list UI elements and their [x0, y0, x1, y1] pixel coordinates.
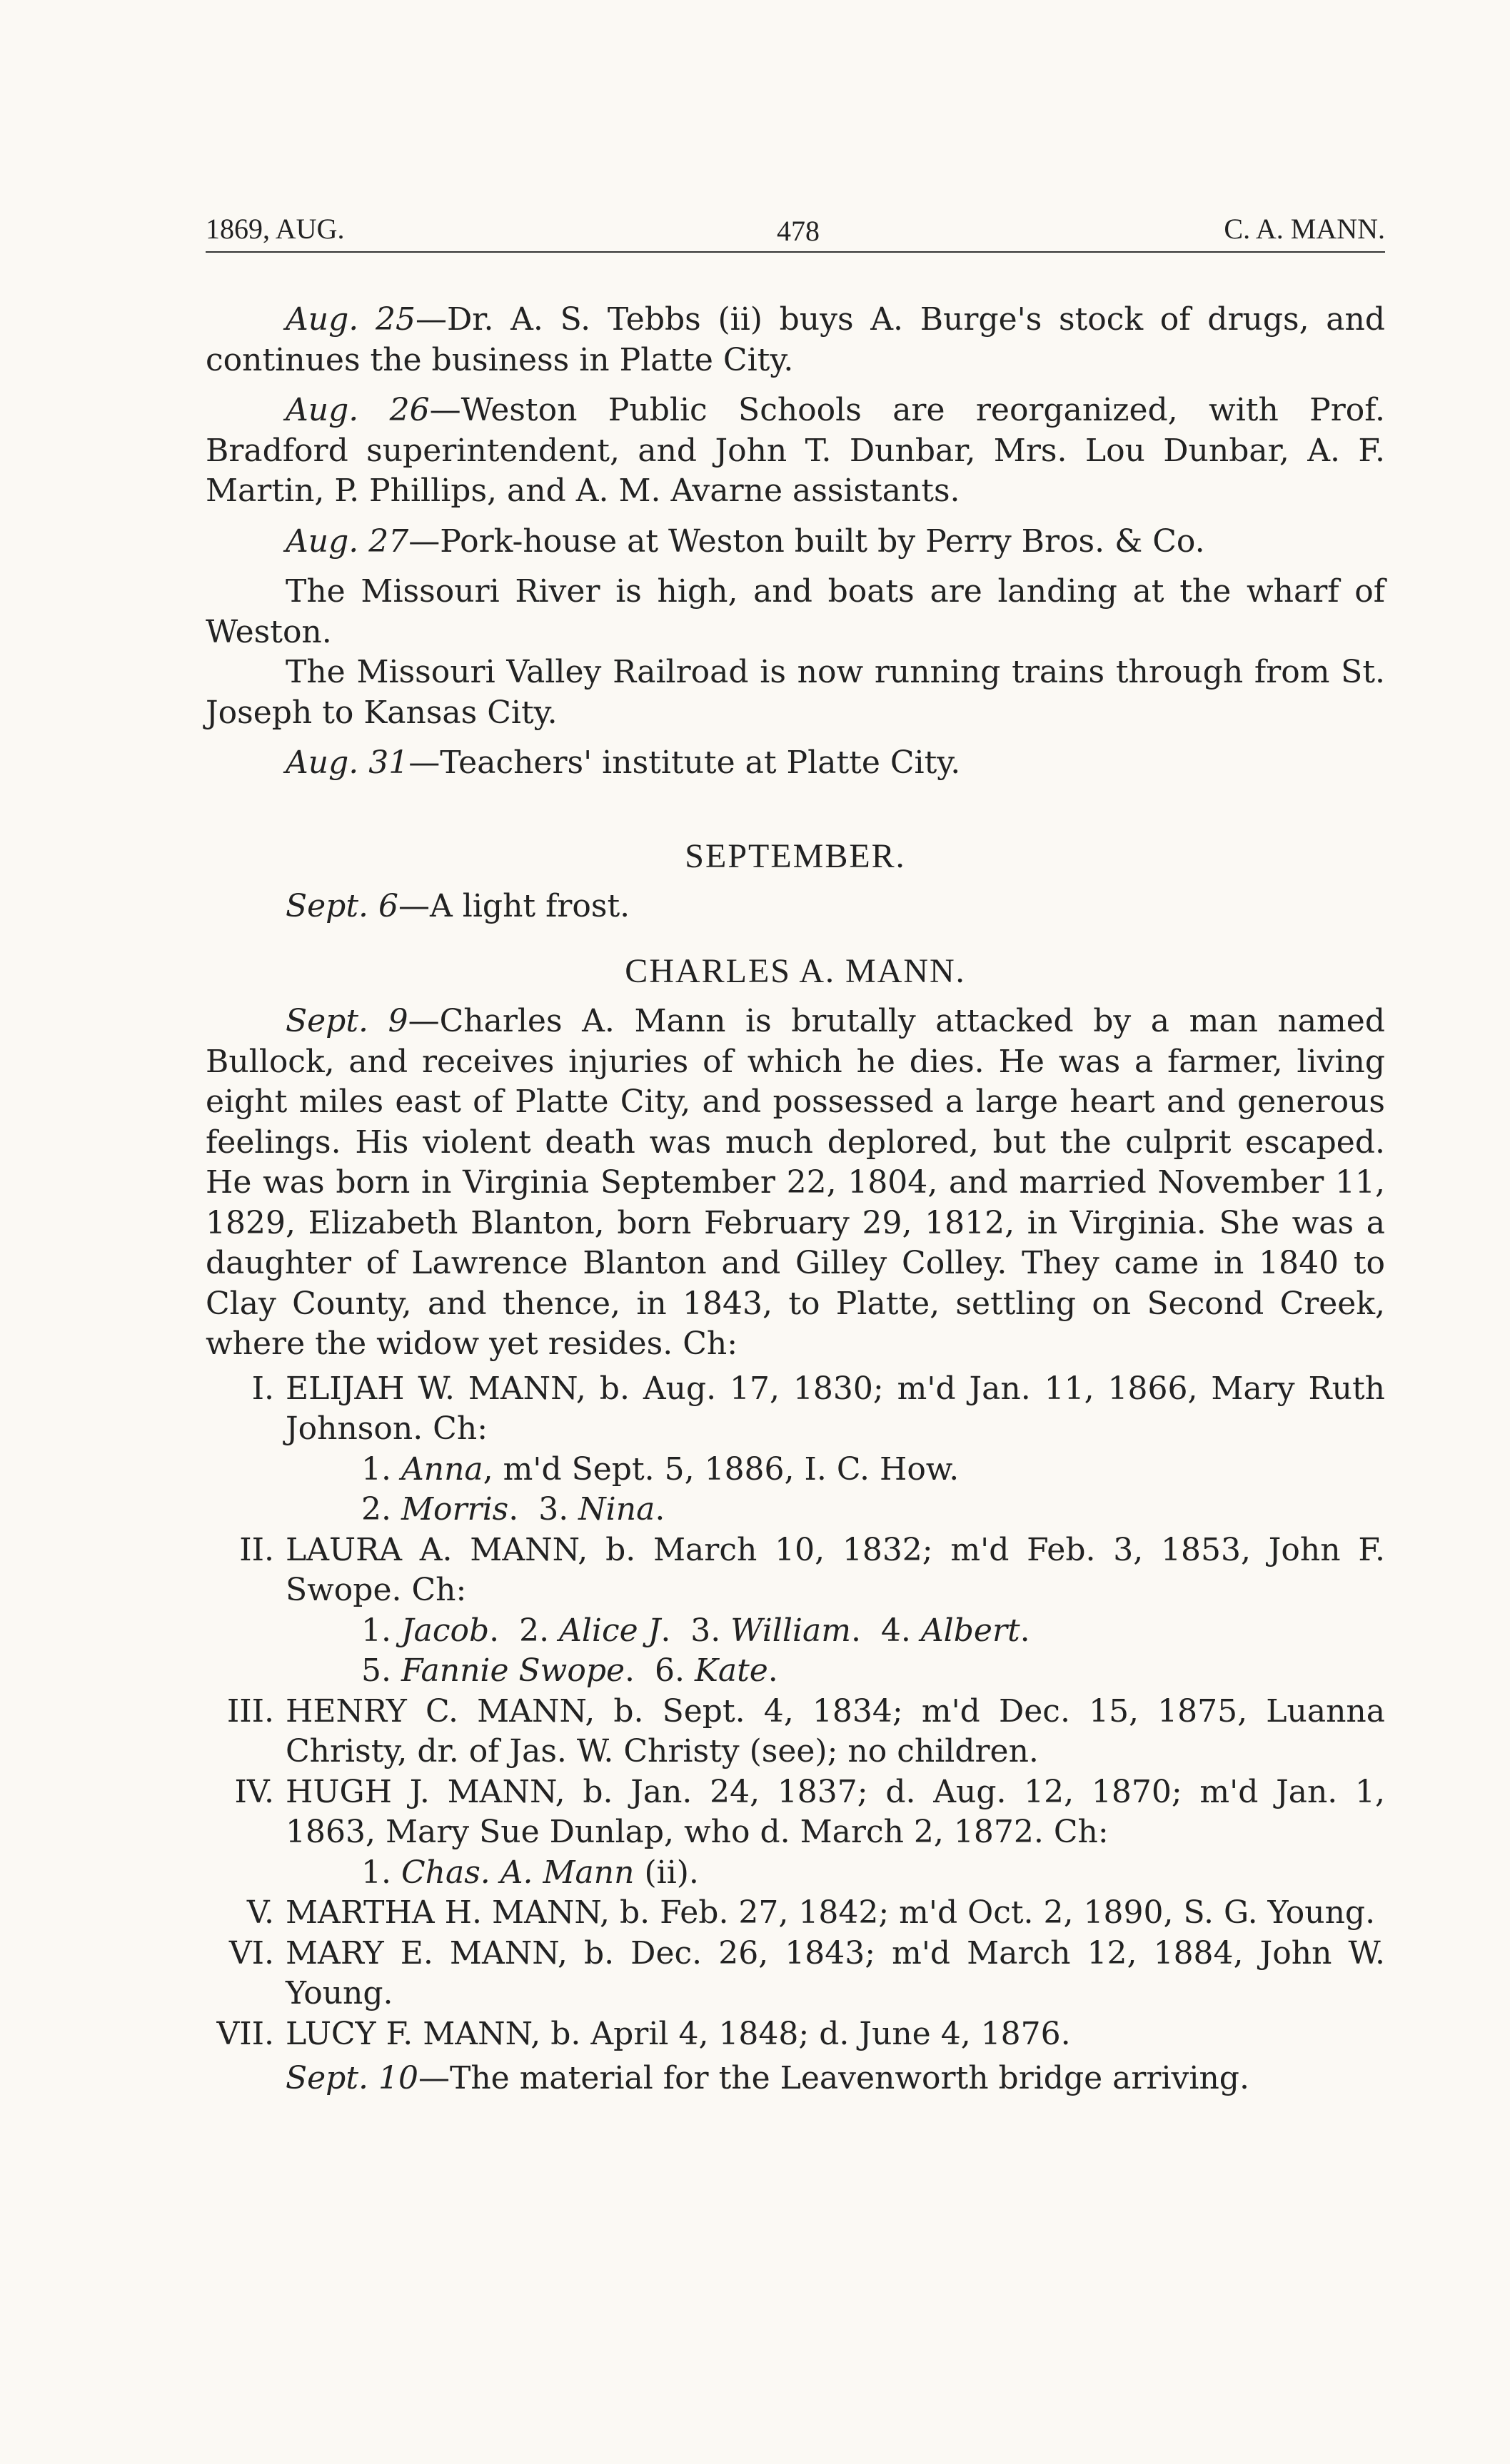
grandchild-name: William: [730, 1612, 851, 1649]
grandchild-name: Kate: [694, 1652, 768, 1689]
entry-sept-9: Sept. 9—Charles A. Mann is brutally attacked by a man named Bullock, and receives injuries of which he dies. He was a farmer, living eight miles east of Platte City, and possessed a large heart and generous feelings. His violent death was much deplored, but the culprit escaped. He was born in Virginia September 22, 1804, and married November 11, 1829, Elizabeth Blanton, born February 29, 1812, in Virginia. She was a daughter of Lawrence Blanton and Gilley Colley. They came in 1840 to Clay County, and thence, in 1843, to Platte, settling on Second Creek, where the widow yet resides. Ch:: [206, 1003, 1385, 1362]
roman-numeral: VI.: [228, 1934, 274, 1971]
child-text: HUGH J. MANN, b. Jan. 24, 1837; d. Aug. 12, 1870; m'd Jan. 1, 1863, Mary Sue Dunlap, who d. March 2, 1872. Ch:: [286, 1773, 1385, 1850]
child-entry: [206, 1934, 1385, 2014]
grandchild-detail: .: [660, 1612, 691, 1649]
grandchild-number: 4.: [880, 1612, 921, 1649]
roman-numeral: I.: [251, 1370, 274, 1407]
grandchild-number: 5.: [361, 1652, 401, 1689]
page-number: 478: [777, 215, 820, 247]
roman-numeral: II.: [239, 1531, 274, 1568]
grandchild-line: [206, 1611, 1385, 1652]
roman-numeral: IV.: [234, 1773, 274, 1810]
grandchild-detail: (ii).: [634, 1854, 699, 1891]
grandchild-line: [206, 1853, 1385, 1894]
child-text: MARTHA H. MANN, b. Feb. 27, 1842; m'd Oct. 2, 1890, S. G. Young.: [286, 1894, 1376, 1931]
child-text: LAURA A. MANN, b. March 10, 1832; m'd Feb. 3, 1853, John F. Swope. Ch:: [286, 1531, 1385, 1608]
entry-aug-31: Aug. 31—Teachers' institute at Platte City.: [286, 744, 961, 781]
grandchild-detail: , m'd Sept. 5, 1886, I. C. How.: [483, 1450, 960, 1488]
child-entry: [206, 1772, 1385, 1853]
grandchild-name: Albert: [920, 1612, 1020, 1649]
child-entry: [206, 1893, 1385, 1934]
entry-sept-6: Sept. 6—A light frost.: [286, 888, 630, 924]
grandchild-number: 6.: [655, 1652, 695, 1689]
grandchild-line: [206, 1450, 1385, 1490]
grandchild-detail: .: [767, 1652, 778, 1689]
child-text: HENRY C. MANN, b. Sept. 4, 1834; m'd Dec. 15, 1875, Luanna Christy, dr. of Jas. W. Christy (see); no children.: [286, 1692, 1385, 1769]
grandchild-name: Chas. A. Mann: [401, 1854, 635, 1891]
grandchild-line: [206, 1490, 1385, 1530]
grandchild-number: 1.: [361, 1450, 401, 1488]
grandchild-name: Morris: [401, 1491, 509, 1528]
grandchild-detail: .: [489, 1612, 520, 1649]
grandchild-number: 3.: [690, 1612, 731, 1649]
roman-numeral: V.: [246, 1894, 274, 1931]
header-right: C. A. MANN.: [1224, 212, 1385, 245]
roman-numeral: III.: [226, 1692, 274, 1730]
header-left: 1869, AUG.: [206, 212, 345, 245]
text-body: [206, 300, 1385, 2099]
child-entry: [206, 2014, 1385, 2055]
grandchild-name: Fannie Swope: [401, 1652, 625, 1689]
grandchild-name: Jacob: [401, 1612, 490, 1649]
child-text: MARY E. MANN, b. Dec. 26, 1843; m'd March 12, 1884, John W. Young.: [286, 1934, 1385, 2011]
grandchild-name: Nina: [578, 1491, 655, 1528]
grandchild-name: Anna: [401, 1450, 483, 1488]
heading-september: SEPTEMBER.: [685, 837, 906, 875]
grandchild-detail: .: [508, 1491, 539, 1528]
entry-missouri-river: The Missouri River is high, and boats are landing at the wharf of Weston.: [206, 573, 1385, 650]
child-entry: [206, 1530, 1385, 1611]
entry-aug-25: Aug. 25—Dr. A. S. Tebbs (ii) buys A. Burge's stock of drugs, and continues the business in Platte City.: [206, 301, 1385, 378]
grandchild-detail: .: [850, 1612, 881, 1649]
child-entry: [206, 1369, 1385, 1450]
child-entry: [206, 1692, 1385, 1772]
grandchild-number: 3.: [538, 1491, 579, 1528]
heading-charles-mann: CHARLES A. MANN.: [625, 951, 966, 990]
entry-railroad: The Missouri Valley Railroad is now running trains through from St. Joseph to Kansas City.: [206, 654, 1385, 731]
roman-numeral: VII.: [216, 2015, 274, 2052]
grandchild-number: 2.: [361, 1491, 401, 1528]
grandchild-detail: .: [655, 1491, 665, 1528]
header-rule: [206, 251, 1385, 253]
grandchild-number: 1.: [361, 1854, 401, 1891]
grandchild-detail: .: [1020, 1612, 1030, 1649]
entry-aug-26: Aug. 26—Weston Public Schools are reorganized, with Prof. Bradford superintendent, and John T. Dunbar, Mrs. Lou Dunbar, A. F. Martin, P. Phillips, and A. M. Avarne assistants.: [206, 392, 1385, 509]
child-text: ELIJAH W. MANN, b. Aug. 17, 1830; m'd Jan. 11, 1866, Mary Ruth Johnson. Ch:: [286, 1370, 1385, 1447]
running-header: [206, 208, 1385, 248]
grandchild-line: [206, 1651, 1385, 1692]
entry-sept-10: Sept. 10—The material for the Leavenworth bridge arriving.: [286, 2060, 1249, 2096]
entry-aug-27: Aug. 27—Pork-house at Weston built by Perry Bros. & Co.: [286, 522, 1205, 560]
grandchild-number: 2.: [519, 1612, 560, 1649]
grandchild-detail: .: [625, 1652, 655, 1689]
child-text: LUCY F. MANN, b. April 4, 1848; d. June 4, 1876.: [286, 2015, 1071, 2052]
grandchild-name: Alice J: [559, 1612, 661, 1649]
grandchild-number: 1.: [361, 1612, 401, 1649]
children-list: [206, 1369, 1385, 2055]
